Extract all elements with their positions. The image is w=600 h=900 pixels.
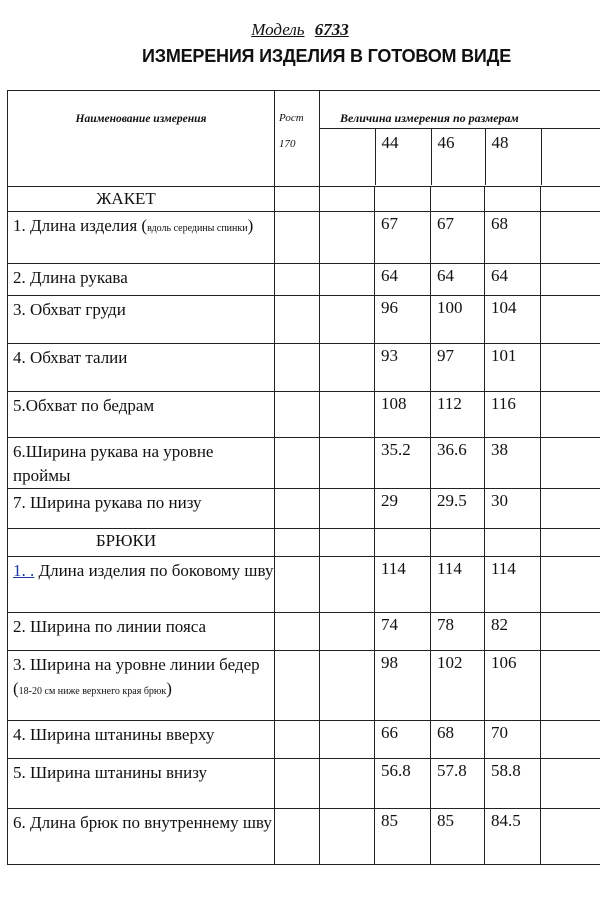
size-extra-cell xyxy=(541,129,600,185)
value-size-46: 64 xyxy=(431,264,485,296)
blank-value-cell xyxy=(320,264,375,296)
extra-value-cell xyxy=(541,809,600,865)
extra-value-cell xyxy=(541,296,600,344)
section-title: БРЮКИ xyxy=(8,529,275,557)
blank-value-cell xyxy=(320,438,375,489)
value-size-48: 101 xyxy=(485,344,541,392)
empty-cell xyxy=(485,187,541,212)
table-row xyxy=(8,489,600,529)
table-row xyxy=(8,296,600,344)
value-size-46: 36.6 xyxy=(431,438,485,489)
model-line xyxy=(0,20,600,40)
values-column-header: Величина измерения по размерам xyxy=(340,111,519,125)
empty-cell xyxy=(320,187,375,212)
blank-value-cell xyxy=(320,489,375,529)
name-column-header: Наименование измерения xyxy=(8,91,275,187)
empty-cell xyxy=(320,529,375,557)
extra-value-cell xyxy=(541,613,600,651)
measurement-label: 4. Ширина штанины вверху xyxy=(13,725,215,744)
blank-value-cell xyxy=(320,344,375,392)
value-size-48: 104 xyxy=(485,296,541,344)
value-size-46: 114 xyxy=(431,557,485,613)
value-size-44: 93 xyxy=(375,344,431,392)
empty-cell xyxy=(275,187,320,212)
table-row xyxy=(8,651,600,721)
extra-value-cell xyxy=(541,651,600,721)
value-size-46: 112 xyxy=(431,392,485,438)
value-size-46: 85 xyxy=(431,809,485,865)
table-row xyxy=(8,759,600,809)
table-row xyxy=(8,613,600,651)
measurements-table xyxy=(7,90,600,865)
value-size-48: 68 xyxy=(485,212,541,264)
rost-empty-cell xyxy=(275,721,320,759)
measurement-label: Длина изделия по боковому шву xyxy=(34,561,274,580)
row-link[interactable]: 1. . xyxy=(13,561,35,580)
value-size-44: 96 xyxy=(375,296,431,344)
measurement-name xyxy=(8,392,275,438)
empty-cell xyxy=(375,187,431,212)
value-size-44: 66 xyxy=(375,721,431,759)
header-row xyxy=(8,91,600,187)
extra-value-cell xyxy=(541,759,600,809)
rost-empty-cell xyxy=(275,438,320,489)
rost-empty-cell xyxy=(275,392,320,438)
measurement-note: 18-20 см ниже верхнего края брюк xyxy=(18,686,167,697)
extra-value-cell xyxy=(541,489,600,529)
blank-value-cell xyxy=(320,809,375,865)
table-row xyxy=(8,212,600,264)
value-size-46: 29.5 xyxy=(431,489,485,529)
rost-empty-cell xyxy=(275,809,320,865)
extra-value-cell xyxy=(541,392,600,438)
measurement-name xyxy=(8,557,275,613)
value-size-44: 108 xyxy=(375,392,431,438)
measurement-name xyxy=(8,438,275,489)
value-size-46: 78 xyxy=(431,613,485,651)
rost-label: Рост xyxy=(279,112,304,124)
measurement-name xyxy=(8,613,275,651)
measurement-label: 5.Обхват по бедрам xyxy=(13,396,155,415)
measurement-label: 6.Ширина рукава на уровне проймы xyxy=(13,442,214,485)
extra-value-cell xyxy=(541,557,600,613)
blank-value-cell xyxy=(320,651,375,721)
measurement-name xyxy=(8,296,275,344)
table-row xyxy=(8,392,600,438)
measurement-label: 3. Обхват груди xyxy=(13,300,126,319)
value-size-48: 38 xyxy=(485,438,541,489)
value-size-46: 68 xyxy=(431,721,485,759)
empty-cell xyxy=(485,529,541,557)
value-size-48: 30 xyxy=(485,489,541,529)
value-size-44: 64 xyxy=(375,264,431,296)
measurement-tail: ) xyxy=(166,679,172,698)
measurement-note: вдоль середины спинки xyxy=(147,223,248,234)
value-size-48: 82 xyxy=(485,613,541,651)
measurement-name xyxy=(8,264,275,296)
value-size-48: 84.5 xyxy=(485,809,541,865)
value-size-48: 116 xyxy=(485,392,541,438)
value-size-46: 102 xyxy=(431,651,485,721)
empty-cell xyxy=(431,529,485,557)
blank-value-cell xyxy=(320,557,375,613)
value-size-48: 70 xyxy=(485,721,541,759)
measurement-name xyxy=(8,759,275,809)
section-row xyxy=(8,187,600,212)
section-title: ЖАКЕТ xyxy=(8,187,275,212)
empty-cell xyxy=(541,529,600,557)
extra-value-cell xyxy=(541,212,600,264)
model-number: 6733 xyxy=(314,20,349,39)
measurement-name xyxy=(8,212,275,264)
value-size-48: 58.8 xyxy=(485,759,541,809)
page-title: ИЗМЕРЕНИЯ ИЗДЕЛИЯ В ГОТОВОМ ВИДЕ xyxy=(142,46,512,66)
model-label: Модель xyxy=(251,20,305,39)
empty-cell xyxy=(541,187,600,212)
section-row xyxy=(8,529,600,557)
value-size-46: 57.8 xyxy=(431,759,485,809)
value-size-48: 64 xyxy=(485,264,541,296)
blank-value-cell xyxy=(320,759,375,809)
measurement-name xyxy=(8,651,275,721)
measurement-label: 4. Обхват талии xyxy=(13,348,128,367)
value-size-44: 56.8 xyxy=(375,759,431,809)
table-row xyxy=(8,557,600,613)
table-row xyxy=(8,809,600,865)
empty-cell xyxy=(275,529,320,557)
empty-cell xyxy=(431,187,485,212)
blank-value-cell xyxy=(320,721,375,759)
blank-value-cell xyxy=(320,613,375,651)
table-row xyxy=(8,721,600,759)
size-48: 48 xyxy=(485,129,541,185)
value-size-44: 114 xyxy=(375,557,431,613)
rost-empty-cell xyxy=(275,613,320,651)
size-blank-cell xyxy=(320,129,375,185)
extra-value-cell xyxy=(541,264,600,296)
rost-cell xyxy=(275,91,320,187)
value-size-44: 29 xyxy=(375,489,431,529)
value-size-44: 74 xyxy=(375,613,431,651)
value-size-46: 97 xyxy=(431,344,485,392)
value-size-44: 85 xyxy=(375,809,431,865)
measurement-label: 5. Ширина штанины внизу xyxy=(13,763,208,782)
extra-value-cell xyxy=(541,721,600,759)
measurement-name xyxy=(8,809,275,865)
measurement-name xyxy=(8,344,275,392)
size-46: 46 xyxy=(431,129,485,185)
rost-value: 170 xyxy=(279,138,296,150)
measurement-label: 2. Длина рукава xyxy=(13,268,128,287)
table-row xyxy=(8,264,600,296)
size-44: 44 xyxy=(375,129,431,185)
empty-cell xyxy=(375,529,431,557)
extra-value-cell xyxy=(541,344,600,392)
rost-empty-cell xyxy=(275,557,320,613)
rost-empty-cell xyxy=(275,296,320,344)
extra-value-cell xyxy=(541,438,600,489)
value-size-44: 98 xyxy=(375,651,431,721)
blank-value-cell xyxy=(320,296,375,344)
value-size-44: 67 xyxy=(375,212,431,264)
rost-empty-cell xyxy=(275,759,320,809)
measurement-label: 3. Ширина на уровне линии бедер ( xyxy=(13,655,260,698)
rost-empty-cell xyxy=(275,489,320,529)
value-size-48: 106 xyxy=(485,651,541,721)
measurement-label: 6. Длина брюк по внутреннему шву xyxy=(13,813,272,832)
size-row xyxy=(320,128,600,185)
value-size-48: 114 xyxy=(485,557,541,613)
value-size-46: 67 xyxy=(431,212,485,264)
measurement-name xyxy=(8,721,275,759)
values-header-cell xyxy=(320,91,600,187)
measurement-label: 1. Длина изделия ( xyxy=(13,216,148,235)
blank-value-cell xyxy=(320,392,375,438)
blank-value-cell xyxy=(320,212,375,264)
rost-empty-cell xyxy=(275,264,320,296)
measurement-name xyxy=(8,489,275,529)
measurement-label: 7. Ширина рукава по низу xyxy=(13,493,202,512)
rost-empty-cell xyxy=(275,344,320,392)
rost-empty-cell xyxy=(275,212,320,264)
measurement-tail: ) xyxy=(247,216,254,235)
rost-empty-cell xyxy=(275,651,320,721)
value-size-46: 100 xyxy=(431,296,485,344)
measurement-label: 2. Ширина по линии пояса xyxy=(13,617,207,636)
value-size-44: 35.2 xyxy=(375,438,431,489)
table-row xyxy=(8,344,600,392)
table-row xyxy=(8,438,600,489)
